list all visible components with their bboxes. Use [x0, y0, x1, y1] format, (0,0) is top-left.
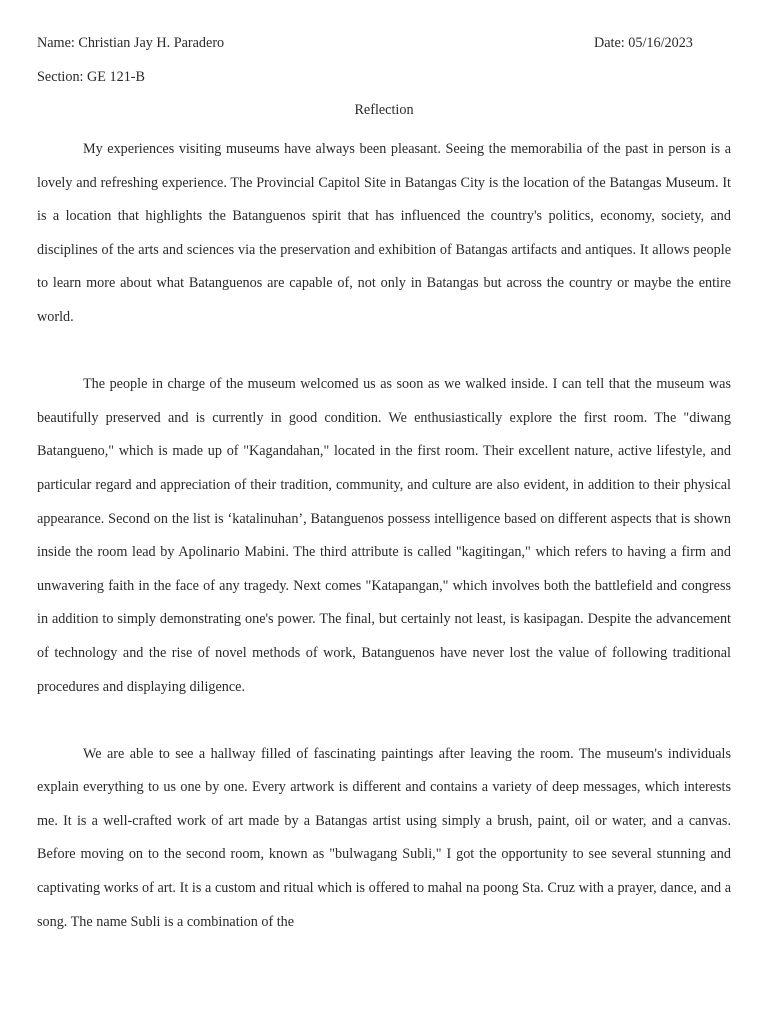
student-name: Name: Christian Jay H. Paradero	[37, 35, 225, 51]
paragraph-1: My experiences visiting museums have always been pleasant. Seeing the memorabilia of the past in person is a lovely and refreshing experience. The Provincial Capitol Site in Batangas City is the location of the Batangas Museum. It is a location that highlights the Batanguenos spirit that has influenced the country's politics, economy, society, and disciplines of the arts and sciences via the preservation and exhibition of Batangas artifacts and antiques. It allows people to learn more about what Batanguenos are capable of, not only in Batangas but across the country or maybe the entire world.	[37, 141, 731, 325]
header-name-date-line	[37, 33, 732, 53]
document-title: Reflection	[354, 102, 414, 118]
header-section-line	[37, 67, 732, 87]
document-date: Date: 05/16/2023	[594, 35, 693, 51]
class-section: Section: GE 121-B	[37, 69, 145, 85]
paragraph-3: We are able to see a hallway filled of fascinating paintings after leaving the room. The museum's individuals explain everything to us one by one. Every artwork is different and contains a variety of deep messages, which interests me. It is a well-crafted work of art made by a Batangas artist using simply a brush, paint, oil or water, and a canvas. Before moving on to the second room, known as "bulwagang Subli," I got the opportunity to see several stunning and captivating works of art. It is a custom and ritual which is offered to mahal na poong Sta. Cruz with a prayer, dance, and a song. The name Subli is a combination of the	[37, 745, 731, 930]
document-body	[37, 133, 731, 939]
paragraph-2: The people in charge of the museum welcomed us as soon as we walked inside. I can tell that the museum was beautifully preserved and is currently in good condition. We enthusiastically explore the first room. The "diwang Batangueno," which is made up of "Kagandahan," located in the first room. Their excellent nature, active lifestyle, and particular regard and appreciation of their tradition, community, and culture are also evident, in addition to their physical appearance. Second on the list is ‘katalinuhan’, Batanguenos possess intelligence based on different aspects that is shown inside the room lead by Apolinario Mabini. The third attribute is called "kagitingan," which refers to having a firm and unwavering faith in the face of any tragedy. Next comes "Katapangan," which involves both the battlefield and congress in addition to simply demonstrating one's power. The final, but certainly not least, is kasipagan. Despite the advancement of technology and the rise of novel methods of work, Batanguenos have never lost the value of following traditional procedures and displaying diligence.	[37, 376, 731, 695]
